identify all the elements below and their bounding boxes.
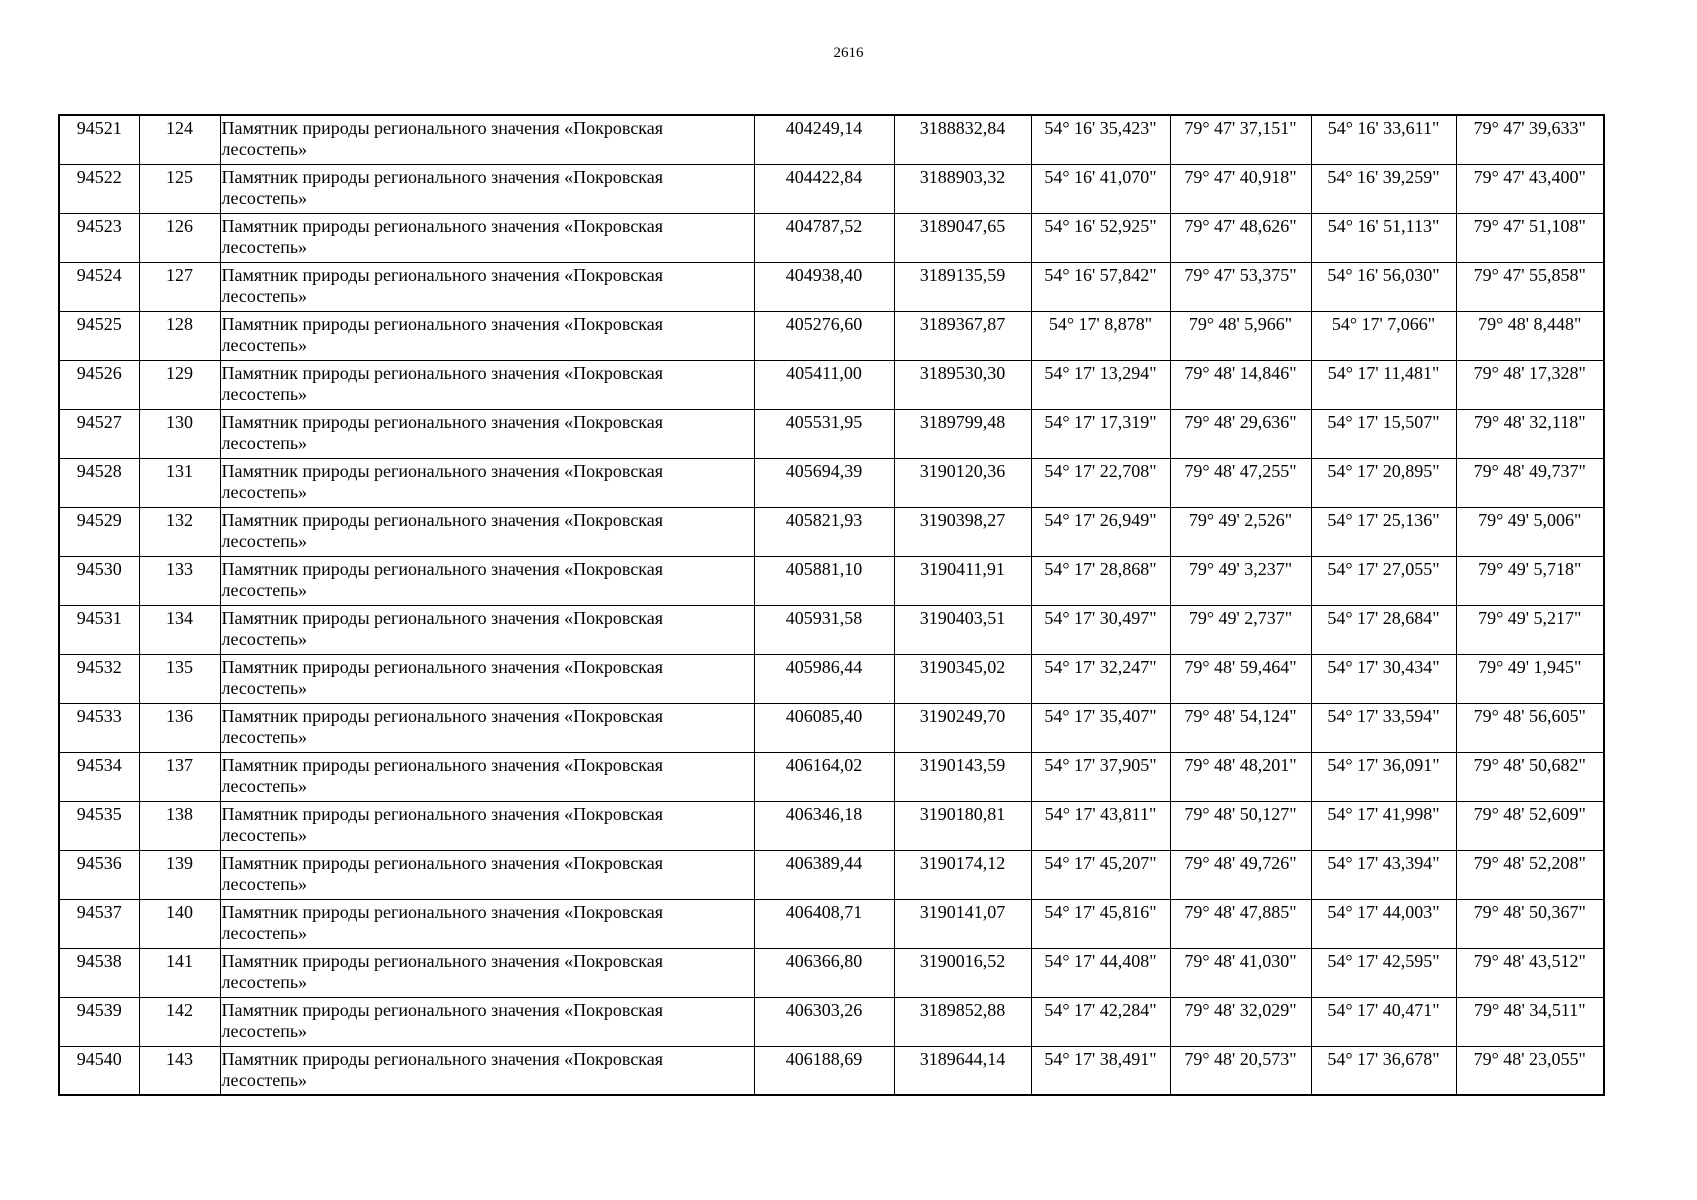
x-coordinate-cell: 404787,52	[754, 213, 894, 262]
latitude-alt-cell: 54° 16' 51,113"	[1311, 213, 1456, 262]
table-row	[59, 556, 1604, 605]
table-row	[59, 213, 1604, 262]
latitude-cell: 54° 16' 41,070"	[1031, 164, 1170, 213]
coordinates-table	[58, 114, 1605, 1096]
longitude-cell: 79° 49' 3,237"	[1170, 556, 1311, 605]
x-coordinate-cell: 404422,84	[754, 164, 894, 213]
latitude-cell: 54° 17' 26,949"	[1031, 507, 1170, 556]
longitude-cell: 79° 48' 5,966"	[1170, 311, 1311, 360]
table-row	[59, 654, 1604, 703]
table-row	[59, 458, 1604, 507]
record-id-cell: 94536	[59, 850, 139, 899]
longitude-alt-cell: 79° 48' 50,367"	[1456, 899, 1604, 948]
record-id-cell: 94527	[59, 409, 139, 458]
point-number-cell: 132	[139, 507, 220, 556]
latitude-alt-cell: 54° 17' 36,091"	[1311, 752, 1456, 801]
table-row	[59, 409, 1604, 458]
record-id-cell: 94531	[59, 605, 139, 654]
longitude-cell: 79° 48' 59,464"	[1170, 654, 1311, 703]
object-name-cell: Памятник природы регионального значения «Покровская лесостепь»	[220, 605, 754, 654]
record-id-cell: 94539	[59, 997, 139, 1046]
object-name-cell: Памятник природы регионального значения «Покровская лесостепь»	[220, 654, 754, 703]
latitude-alt-cell: 54° 17' 30,434"	[1311, 654, 1456, 703]
point-number-cell: 128	[139, 311, 220, 360]
latitude-cell: 54° 16' 57,842"	[1031, 262, 1170, 311]
record-id-cell: 94528	[59, 458, 139, 507]
latitude-cell: 54° 17' 17,319"	[1031, 409, 1170, 458]
longitude-alt-cell: 79° 49' 5,006"	[1456, 507, 1604, 556]
point-number-cell: 137	[139, 752, 220, 801]
y-coordinate-cell: 3190180,81	[894, 801, 1031, 850]
latitude-alt-cell: 54° 17' 28,684"	[1311, 605, 1456, 654]
longitude-cell: 79° 47' 40,918"	[1170, 164, 1311, 213]
latitude-alt-cell: 54° 17' 15,507"	[1311, 409, 1456, 458]
table-row	[59, 1046, 1604, 1095]
y-coordinate-cell: 3190249,70	[894, 703, 1031, 752]
point-number-cell: 143	[139, 1046, 220, 1095]
longitude-alt-cell: 79° 48' 50,682"	[1456, 752, 1604, 801]
record-id-cell: 94521	[59, 115, 139, 164]
longitude-alt-cell: 79° 48' 32,118"	[1456, 409, 1604, 458]
point-number-cell: 142	[139, 997, 220, 1046]
y-coordinate-cell: 3189799,48	[894, 409, 1031, 458]
y-coordinate-cell: 3190141,07	[894, 899, 1031, 948]
longitude-cell: 79° 47' 48,626"	[1170, 213, 1311, 262]
record-id-cell: 94534	[59, 752, 139, 801]
table-row	[59, 507, 1604, 556]
longitude-cell: 79° 48' 49,726"	[1170, 850, 1311, 899]
longitude-cell: 79° 48' 48,201"	[1170, 752, 1311, 801]
table-body	[59, 115, 1604, 1095]
y-coordinate-cell: 3189047,65	[894, 213, 1031, 262]
longitude-cell: 79° 49' 2,526"	[1170, 507, 1311, 556]
y-coordinate-cell: 3189644,14	[894, 1046, 1031, 1095]
object-name-cell: Памятник природы регионального значения «Покровская лесостепь»	[220, 164, 754, 213]
x-coordinate-cell: 406366,80	[754, 948, 894, 997]
latitude-cell: 54° 16' 35,423"	[1031, 115, 1170, 164]
object-name-cell: Памятник природы регионального значения «Покровская лесостепь»	[220, 850, 754, 899]
y-coordinate-cell: 3190411,91	[894, 556, 1031, 605]
x-coordinate-cell: 406408,71	[754, 899, 894, 948]
latitude-cell: 54° 17' 35,407"	[1031, 703, 1170, 752]
x-coordinate-cell: 406164,02	[754, 752, 894, 801]
y-coordinate-cell: 3190403,51	[894, 605, 1031, 654]
longitude-alt-cell: 79° 48' 23,055"	[1456, 1046, 1604, 1095]
x-coordinate-cell: 406085,40	[754, 703, 894, 752]
x-coordinate-cell: 405881,10	[754, 556, 894, 605]
latitude-alt-cell: 54° 17' 40,471"	[1311, 997, 1456, 1046]
x-coordinate-cell: 404938,40	[754, 262, 894, 311]
latitude-alt-cell: 54° 16' 33,611"	[1311, 115, 1456, 164]
record-id-cell: 94523	[59, 213, 139, 262]
longitude-cell: 79° 47' 37,151"	[1170, 115, 1311, 164]
table-row	[59, 115, 1604, 164]
longitude-alt-cell: 79° 48' 56,605"	[1456, 703, 1604, 752]
table-row	[59, 948, 1604, 997]
latitude-cell: 54° 17' 42,284"	[1031, 997, 1170, 1046]
object-name-cell: Памятник природы регионального значения «Покровская лесостепь»	[220, 556, 754, 605]
latitude-cell: 54° 17' 38,491"	[1031, 1046, 1170, 1095]
x-coordinate-cell: 406389,44	[754, 850, 894, 899]
latitude-alt-cell: 54° 17' 44,003"	[1311, 899, 1456, 948]
y-coordinate-cell: 3189852,88	[894, 997, 1031, 1046]
latitude-cell: 54° 17' 22,708"	[1031, 458, 1170, 507]
longitude-alt-cell: 79° 48' 52,208"	[1456, 850, 1604, 899]
object-name-cell: Памятник природы регионального значения «Покровская лесостепь»	[220, 213, 754, 262]
point-number-cell: 141	[139, 948, 220, 997]
y-coordinate-cell: 3190143,59	[894, 752, 1031, 801]
point-number-cell: 139	[139, 850, 220, 899]
y-coordinate-cell: 3190174,12	[894, 850, 1031, 899]
y-coordinate-cell: 3190345,02	[894, 654, 1031, 703]
x-coordinate-cell: 405276,60	[754, 311, 894, 360]
table-row	[59, 262, 1604, 311]
longitude-alt-cell: 79° 49' 5,217"	[1456, 605, 1604, 654]
object-name-cell: Памятник природы регионального значения «Покровская лесостепь»	[220, 703, 754, 752]
object-name-cell: Памятник природы регионального значения «Покровская лесостепь»	[220, 752, 754, 801]
longitude-cell: 79° 48' 54,124"	[1170, 703, 1311, 752]
longitude-alt-cell: 79° 48' 49,737"	[1456, 458, 1604, 507]
longitude-cell: 79° 49' 2,737"	[1170, 605, 1311, 654]
table-row	[59, 752, 1604, 801]
page-number: 2616	[833, 45, 864, 61]
record-id-cell: 94525	[59, 311, 139, 360]
latitude-cell: 54° 17' 32,247"	[1031, 654, 1170, 703]
point-number-cell: 136	[139, 703, 220, 752]
longitude-alt-cell: 79° 48' 52,609"	[1456, 801, 1604, 850]
record-id-cell: 94529	[59, 507, 139, 556]
x-coordinate-cell: 406303,26	[754, 997, 894, 1046]
longitude-cell: 79° 48' 32,029"	[1170, 997, 1311, 1046]
object-name-cell: Памятник природы регионального значения «Покровская лесостепь»	[220, 409, 754, 458]
point-number-cell: 131	[139, 458, 220, 507]
table-row	[59, 164, 1604, 213]
point-number-cell: 124	[139, 115, 220, 164]
longitude-cell: 79° 47' 53,375"	[1170, 262, 1311, 311]
point-number-cell: 133	[139, 556, 220, 605]
longitude-cell: 79° 48' 14,846"	[1170, 360, 1311, 409]
object-name-cell: Памятник природы регионального значения «Покровская лесостепь»	[220, 262, 754, 311]
longitude-alt-cell: 79° 47' 43,400"	[1456, 164, 1604, 213]
object-name-cell: Памятник природы регионального значения «Покровская лесостепь»	[220, 948, 754, 997]
latitude-cell: 54° 17' 44,408"	[1031, 948, 1170, 997]
table-row	[59, 997, 1604, 1046]
point-number-cell: 126	[139, 213, 220, 262]
longitude-cell: 79° 48' 47,255"	[1170, 458, 1311, 507]
point-number-cell: 130	[139, 409, 220, 458]
latitude-alt-cell: 54° 17' 41,998"	[1311, 801, 1456, 850]
object-name-cell: Памятник природы регионального значения «Покровская лесостепь»	[220, 801, 754, 850]
latitude-alt-cell: 54° 17' 11,481"	[1311, 360, 1456, 409]
object-name-cell: Памятник природы регионального значения «Покровская лесостепь»	[220, 115, 754, 164]
latitude-alt-cell: 54° 17' 20,895"	[1311, 458, 1456, 507]
table-row	[59, 360, 1604, 409]
longitude-alt-cell: 79° 48' 17,328"	[1456, 360, 1604, 409]
table-row	[59, 899, 1604, 948]
latitude-cell: 54° 17' 13,294"	[1031, 360, 1170, 409]
latitude-alt-cell: 54° 17' 36,678"	[1311, 1046, 1456, 1095]
longitude-cell: 79° 48' 20,573"	[1170, 1046, 1311, 1095]
point-number-cell: 138	[139, 801, 220, 850]
record-id-cell: 94524	[59, 262, 139, 311]
longitude-alt-cell: 79° 49' 1,945"	[1456, 654, 1604, 703]
latitude-alt-cell: 54° 17' 27,055"	[1311, 556, 1456, 605]
record-id-cell: 94535	[59, 801, 139, 850]
longitude-alt-cell: 79° 47' 55,858"	[1456, 262, 1604, 311]
x-coordinate-cell: 405531,95	[754, 409, 894, 458]
latitude-cell: 54° 16' 52,925"	[1031, 213, 1170, 262]
longitude-alt-cell: 79° 47' 39,633"	[1456, 115, 1604, 164]
longitude-cell: 79° 48' 41,030"	[1170, 948, 1311, 997]
x-coordinate-cell: 405821,93	[754, 507, 894, 556]
y-coordinate-cell: 3190120,36	[894, 458, 1031, 507]
object-name-cell: Памятник природы регионального значения «Покровская лесостепь»	[220, 458, 754, 507]
object-name-cell: Памятник природы регионального значения «Покровская лесостепь»	[220, 360, 754, 409]
table-row	[59, 850, 1604, 899]
point-number-cell: 127	[139, 262, 220, 311]
latitude-cell: 54° 17' 28,868"	[1031, 556, 1170, 605]
y-coordinate-cell: 3190398,27	[894, 507, 1031, 556]
y-coordinate-cell: 3190016,52	[894, 948, 1031, 997]
point-number-cell: 135	[139, 654, 220, 703]
record-id-cell: 94538	[59, 948, 139, 997]
x-coordinate-cell: 405931,58	[754, 605, 894, 654]
point-number-cell: 125	[139, 164, 220, 213]
longitude-alt-cell: 79° 49' 5,718"	[1456, 556, 1604, 605]
point-number-cell: 129	[139, 360, 220, 409]
object-name-cell: Памятник природы регионального значения «Покровская лесостепь»	[220, 997, 754, 1046]
x-coordinate-cell: 405986,44	[754, 654, 894, 703]
x-coordinate-cell: 406188,69	[754, 1046, 894, 1095]
y-coordinate-cell: 3189530,30	[894, 360, 1031, 409]
record-id-cell: 94540	[59, 1046, 139, 1095]
record-id-cell: 94526	[59, 360, 139, 409]
table-row	[59, 311, 1604, 360]
record-id-cell: 94532	[59, 654, 139, 703]
record-id-cell: 94537	[59, 899, 139, 948]
object-name-cell: Памятник природы регионального значения «Покровская лесостепь»	[220, 507, 754, 556]
point-number-cell: 134	[139, 605, 220, 654]
y-coordinate-cell: 3189367,87	[894, 311, 1031, 360]
table-row	[59, 801, 1604, 850]
longitude-alt-cell: 79° 48' 43,512"	[1456, 948, 1604, 997]
latitude-cell: 54° 17' 43,811"	[1031, 801, 1170, 850]
latitude-cell: 54° 17' 37,905"	[1031, 752, 1170, 801]
latitude-cell: 54° 17' 30,497"	[1031, 605, 1170, 654]
latitude-alt-cell: 54° 16' 39,259"	[1311, 164, 1456, 213]
latitude-cell: 54° 17' 8,878"	[1031, 311, 1170, 360]
object-name-cell: Памятник природы регионального значения «Покровская лесостепь»	[220, 311, 754, 360]
longitude-cell: 79° 48' 50,127"	[1170, 801, 1311, 850]
longitude-alt-cell: 79° 48' 8,448"	[1456, 311, 1604, 360]
x-coordinate-cell: 406346,18	[754, 801, 894, 850]
point-number-cell: 140	[139, 899, 220, 948]
longitude-cell: 79° 48' 29,636"	[1170, 409, 1311, 458]
y-coordinate-cell: 3188832,84	[894, 115, 1031, 164]
longitude-alt-cell: 79° 47' 51,108"	[1456, 213, 1604, 262]
latitude-alt-cell: 54° 17' 25,136"	[1311, 507, 1456, 556]
record-id-cell: 94522	[59, 164, 139, 213]
object-name-cell: Памятник природы регионального значения «Покровская лесостепь»	[220, 1046, 754, 1095]
x-coordinate-cell: 404249,14	[754, 115, 894, 164]
latitude-cell: 54° 17' 45,207"	[1031, 850, 1170, 899]
latitude-alt-cell: 54° 17' 43,394"	[1311, 850, 1456, 899]
longitude-cell: 79° 48' 47,885"	[1170, 899, 1311, 948]
y-coordinate-cell: 3189135,59	[894, 262, 1031, 311]
latitude-alt-cell: 54° 17' 42,595"	[1311, 948, 1456, 997]
latitude-alt-cell: 54° 17' 33,594"	[1311, 703, 1456, 752]
x-coordinate-cell: 405411,00	[754, 360, 894, 409]
table-row	[59, 703, 1604, 752]
latitude-cell: 54° 17' 45,816"	[1031, 899, 1170, 948]
record-id-cell: 94530	[59, 556, 139, 605]
object-name-cell: Памятник природы регионального значения «Покровская лесостепь»	[220, 899, 754, 948]
record-id-cell: 94533	[59, 703, 139, 752]
table-row	[59, 605, 1604, 654]
y-coordinate-cell: 3188903,32	[894, 164, 1031, 213]
x-coordinate-cell: 405694,39	[754, 458, 894, 507]
latitude-alt-cell: 54° 17' 7,066"	[1311, 311, 1456, 360]
latitude-alt-cell: 54° 16' 56,030"	[1311, 262, 1456, 311]
longitude-alt-cell: 79° 48' 34,511"	[1456, 997, 1604, 1046]
